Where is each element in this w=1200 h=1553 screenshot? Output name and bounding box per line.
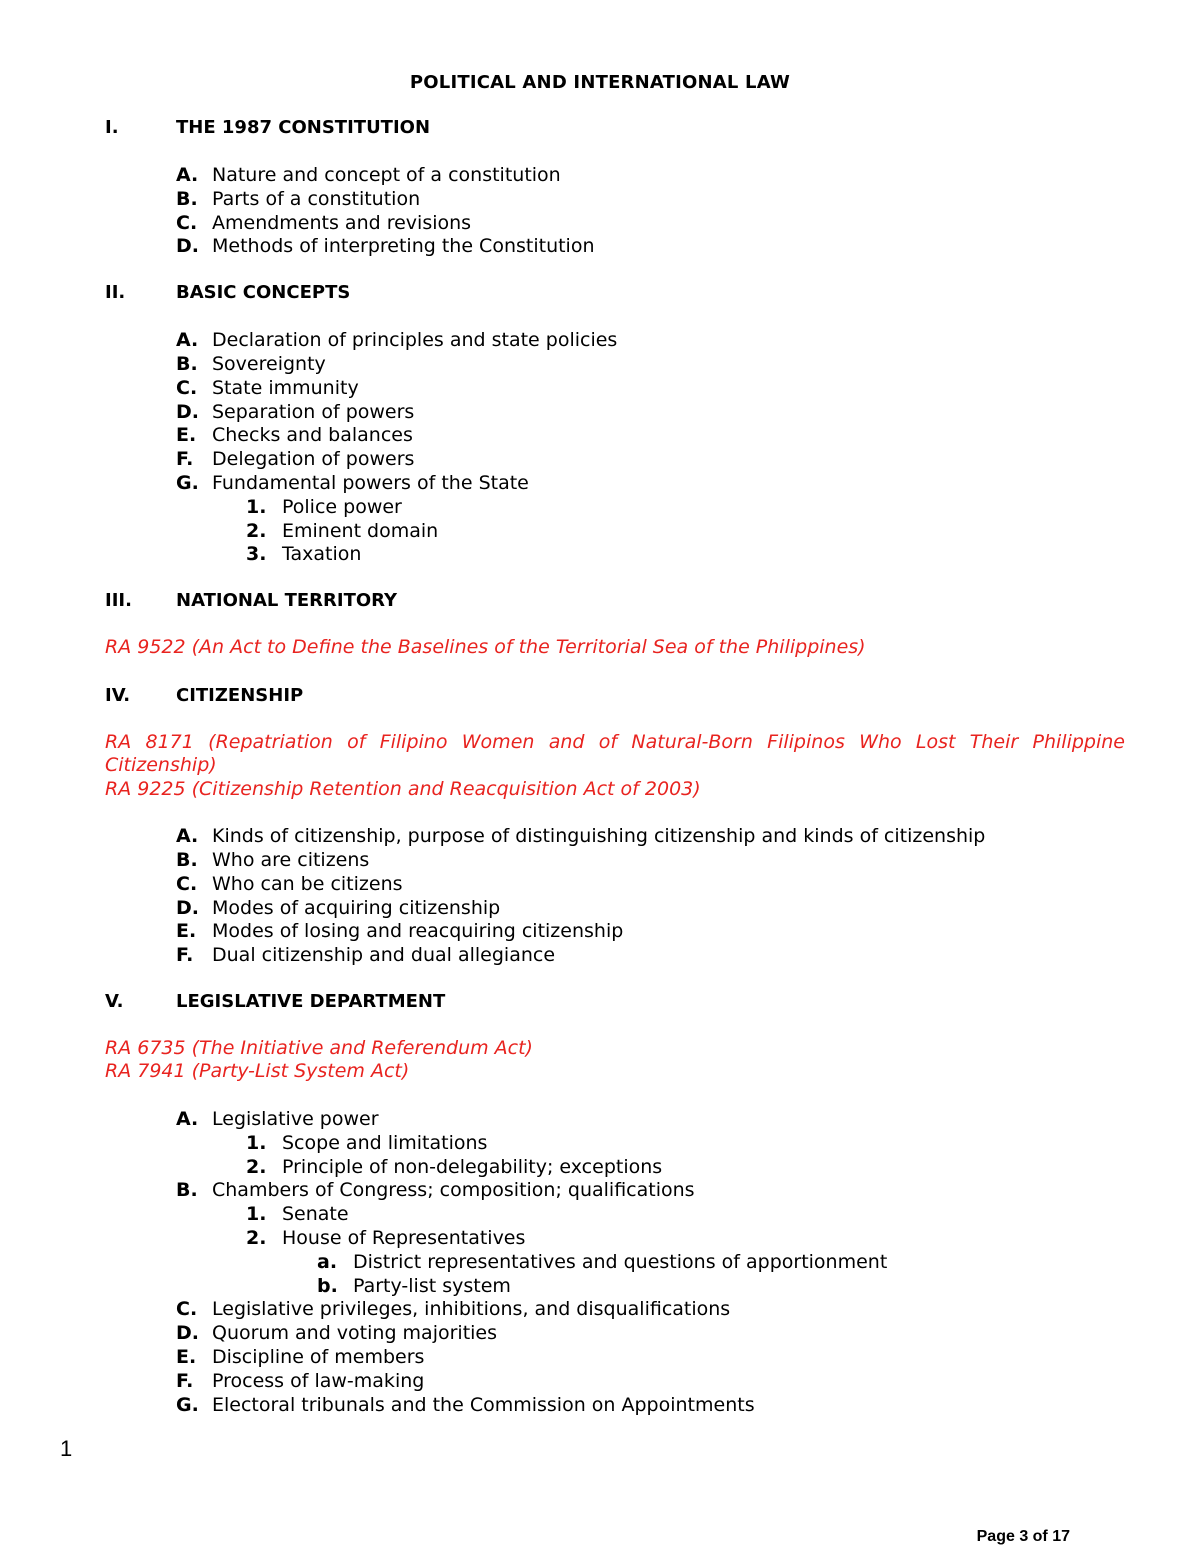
- list-item: D. Separation of powers: [176, 400, 415, 423]
- list-item: C. Legislative privileges, inhibitions, and disqualifications: [176, 1298, 731, 1321]
- law-references: [105, 636, 1125, 660]
- list-item: 2. Principle of non-delegability; exceptions: [246, 1155, 663, 1178]
- list-item: 2. House of Representatives: [246, 1226, 526, 1249]
- section-title: LEGISLATIVE DEPARTMENT: [176, 990, 446, 1012]
- topic-list: [105, 164, 1125, 259]
- list-item: 2. Eminent domain: [246, 519, 439, 542]
- list-item: F. Dual citizenship and dual allegiance: [176, 944, 556, 967]
- section-title: CITIZENSHIP: [176, 684, 304, 706]
- list-item: 1. Senate: [246, 1203, 349, 1226]
- section-title: THE 1987 CONSTITUTION: [176, 117, 431, 138]
- side-page-number: 1: [60, 1436, 73, 1461]
- list-item: G. Electoral tribunals and the Commission on Appointments: [176, 1393, 755, 1416]
- section-title: NATIONAL TERRITORY: [176, 590, 398, 612]
- list-item: b. Party-list system: [317, 1274, 511, 1297]
- list-item: B. Parts of a constitution: [176, 187, 421, 210]
- list-item: E. Discipline of members: [176, 1345, 425, 1368]
- section-number: V.: [105, 990, 124, 1012]
- law-reference: RA 7941 (Party-List System Act): [105, 1060, 410, 1083]
- list-item: 3. Taxation: [246, 543, 362, 566]
- outline: [105, 116, 1125, 1417]
- law-reference-continued: Citizenship): [105, 754, 217, 777]
- list-item: D. Modes of acquiring citizenship: [176, 896, 501, 919]
- section-number: III.: [105, 590, 132, 612]
- section-heading: [105, 684, 1125, 708]
- law-reference: RA 8171 (Repatriation of Filipino Women and of Natural-Born Filipinos Who Lost Their Philippine: [105, 730, 1125, 753]
- list-item: 1. Police power: [246, 495, 402, 518]
- law-references: [105, 1037, 1125, 1084]
- list-item: C. State immunity: [176, 376, 359, 399]
- law-references: [105, 731, 1125, 802]
- list-item: G. Fundamental powers of the State: [176, 471, 529, 494]
- list-item: A. Kinds of citizenship, purpose of distinguishing citizenship and kinds of citizenship: [176, 825, 986, 848]
- section-number: I.: [105, 117, 119, 138]
- list-item: A. Declaration of principles and state policies: [176, 329, 618, 352]
- section-heading: [105, 281, 1125, 305]
- list-item: A. Legislative power: [176, 1107, 379, 1130]
- list-item: 1. Scope and limitations: [246, 1131, 488, 1154]
- topic-list: [105, 1108, 1125, 1417]
- list-item: C. Who can be citizens: [176, 872, 403, 895]
- list-item: D. Methods of interpreting the Constitution: [176, 235, 595, 258]
- list-item: F. Delegation of powers: [176, 448, 415, 471]
- section-title: BASIC CONCEPTS: [176, 282, 351, 304]
- list-item: B. Who are citizens: [176, 848, 370, 871]
- topic-list: [105, 329, 1125, 567]
- section-heading: [105, 990, 1125, 1014]
- section-number: IV.: [105, 684, 131, 706]
- list-item: D. Quorum and voting majorities: [176, 1322, 498, 1345]
- list-item: E. Checks and balances: [176, 424, 413, 447]
- list-item: A. Nature and concept of a constitution: [176, 164, 561, 186]
- page-footer: Page 3 of 17: [976, 1528, 1070, 1545]
- law-reference: RA 9522 (An Act to Define the Baselines of the Territorial Sea of the Philippines): [105, 636, 866, 659]
- section-heading: [105, 589, 1125, 613]
- list-item: B. Chambers of Congress; composition; qualifications: [176, 1179, 695, 1202]
- list-item: F. Process of law-making: [176, 1369, 425, 1392]
- list-item: E. Modes of losing and reacquiring citizenship: [176, 920, 624, 943]
- document-title: POLITICAL AND INTERNATIONAL LAW: [409, 72, 791, 93]
- law-reference: RA 9225 (Citizenship Retention and Reacquisition Act of 2003): [105, 777, 701, 800]
- law-reference: RA 6735 (The Initiative and Referendum Act): [105, 1036, 533, 1059]
- list-item: C. Amendments and revisions: [176, 211, 472, 234]
- list-item: B. Sovereignty: [176, 352, 326, 375]
- list-item: a. District representatives and questions of apportionment: [317, 1250, 888, 1273]
- section-number: II.: [105, 282, 126, 304]
- section-heading: [105, 116, 1125, 140]
- topic-list: [105, 825, 1125, 968]
